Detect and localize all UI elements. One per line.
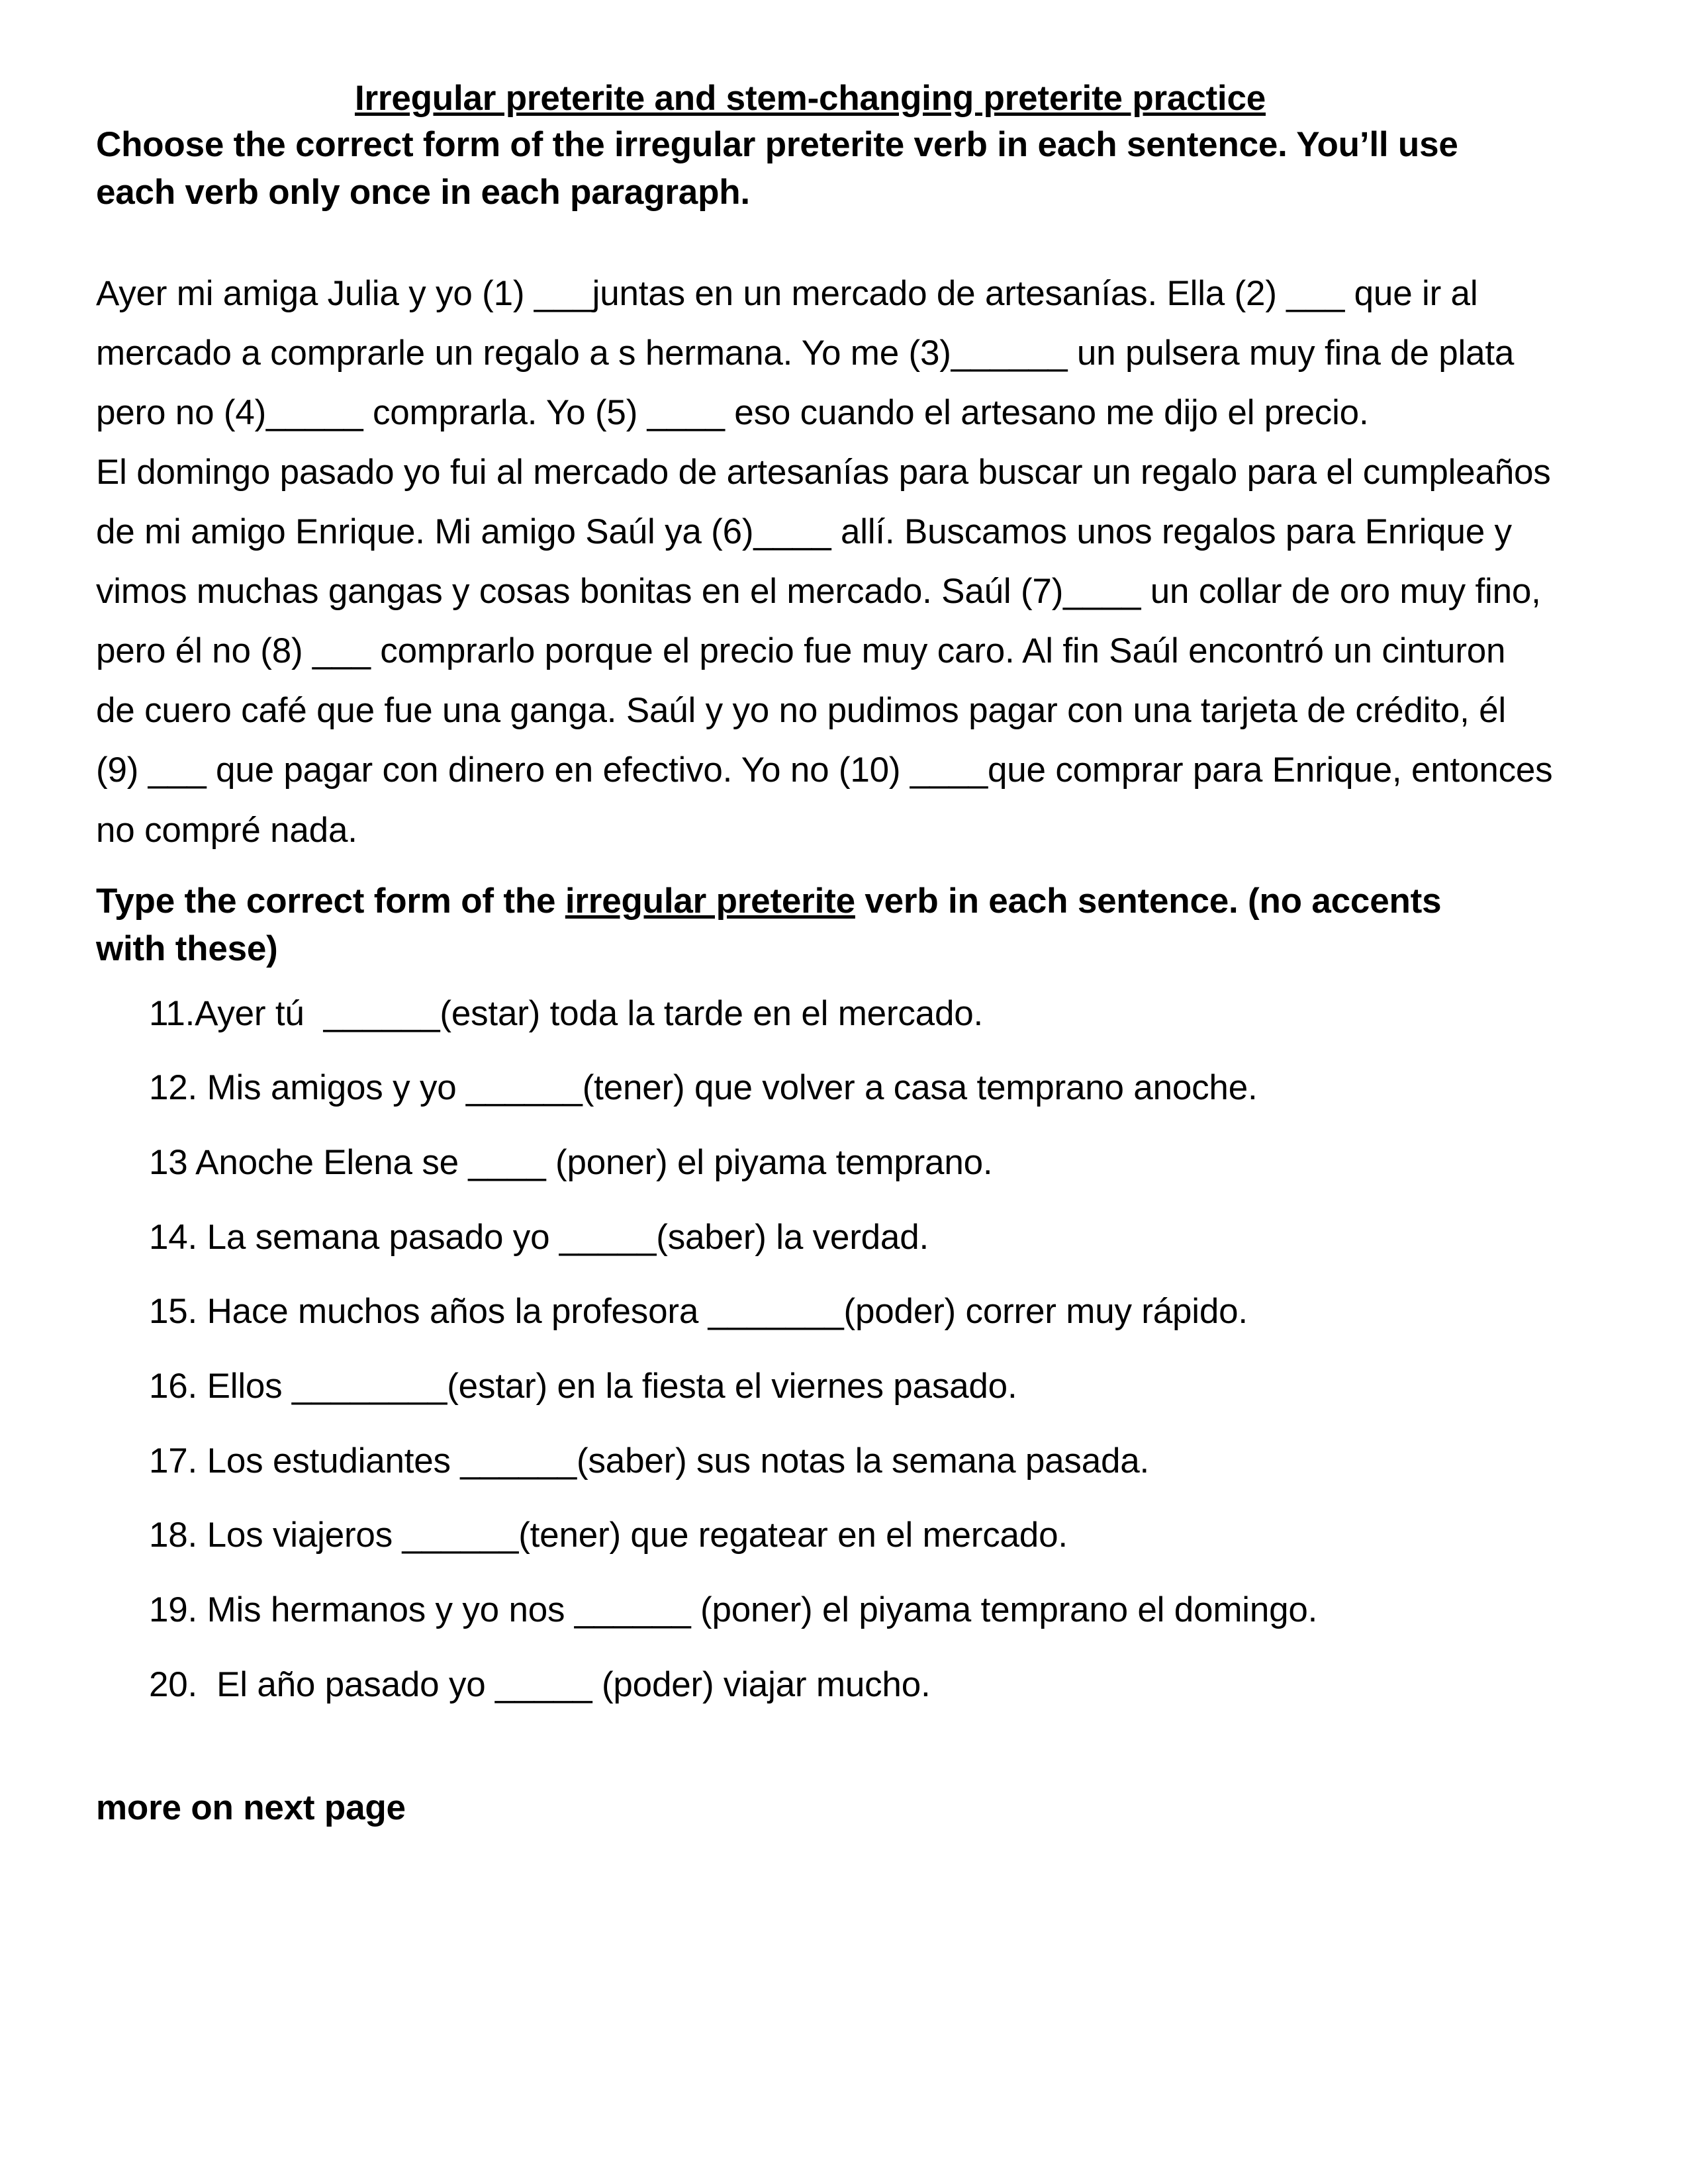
list-item — [96, 1589, 1559, 1632]
list-item — [96, 1514, 1559, 1557]
question-number: 15. — [149, 1292, 198, 1332]
spacer-after-instruction-1 — [96, 216, 1559, 264]
question-text: El año pasado yo _____ (poder) viajar mucho. — [197, 1664, 931, 1704]
question-text: Mis amigos y yo ______(tener) que volver a casa temprano anoche. — [197, 1068, 1258, 1108]
page-title: Irregular preterite and stem-changing preterite practice — [354, 79, 1266, 118]
question-text: Ellos ________(estar) en la fiesta el viernes pasado. — [197, 1367, 1017, 1406]
list-item — [96, 1365, 1559, 1408]
document-body — [96, 78, 1559, 1831]
question-number: 20. — [149, 1664, 198, 1704]
question-text: Los estudiantes ______(saber) sus notas la semana pasada. — [197, 1441, 1150, 1480]
spacer-before-list — [96, 973, 1559, 993]
question-number: 13 — [149, 1143, 188, 1183]
list-item — [96, 1216, 1559, 1259]
fill-in-paragraph-2: El domingo pasado yo fui al mercado de artesanías para buscar un regalo para el cumpleaños de mi amigo Enrique. Mi amigo Saúl ya (6)____ allí. Buscamos unos regalos para Enrique y vimos muchas gangas y cosas bonitas en el mercado. Saúl (7)____ un collar de oro muy fino, pero él no (8) ___ comprarlo porque el precio fue muy caro. Al fin Saúl encontró un cinturon de cuero café que fue una ganga. Saúl y yo no pudimos pagar con una tarjeta de crédito, él (9) ___ que pagar con dinero en efectivo. Yo no (10) ____que comprar para Enrique, entonces no compré nada. — [96, 452, 1553, 850]
fill-in-paragraph-1: Ayer mi amiga Julia y yo (1) ___juntas en un mercado de artesanías. Ella (2) ___ que ir al mercado a comprarle un regalo a s hermana. Yo me (3)______ un pulsera muy fina de plata pero no (4)_____ comprarla. Yo (5) ____ eso cuando el artesano me dijo el precio. — [96, 273, 1515, 432]
question-number: 17. — [149, 1441, 198, 1480]
question-text: Mis hermanos y yo nos ______ (poner) el piyama temprano el domingo. — [197, 1590, 1318, 1630]
list-item — [96, 993, 1559, 1036]
question-text: La semana pasado yo _____(saber) la verdad. — [197, 1217, 929, 1257]
question-number: 14. — [149, 1217, 198, 1257]
question-text: Ayer tú ______(estar) toda la tarde en el mercado. — [195, 993, 984, 1033]
question-number: 18. — [149, 1516, 198, 1555]
instruction-paragraph-1: Choose the correct form of the irregular preterite verb in each sentence. You’ll use each verb only once in each paragraph. — [96, 124, 1458, 212]
questions-list — [96, 993, 1559, 1707]
question-number: 11. — [149, 993, 195, 1033]
instruction-paragraph-2 — [96, 878, 1559, 973]
list-item — [96, 1664, 1559, 1707]
question-number: 12. — [149, 1068, 198, 1108]
list-item — [96, 1291, 1559, 1334]
instruction-2-underlined-term: irregular preterite — [565, 881, 855, 921]
question-text: Anoche Elena se ____ (poner) el piyama temprano. — [187, 1143, 993, 1183]
instruction-2-after: verb in each sentence. (no accents with these) — [96, 881, 1442, 968]
list-item — [96, 1067, 1559, 1110]
question-number: 16. — [149, 1367, 198, 1406]
list-item — [96, 1440, 1559, 1483]
list-item — [96, 1142, 1559, 1185]
question-text: Los viajeros ______(tener) que regatear en el mercado. — [197, 1516, 1068, 1555]
question-number: 19. — [149, 1590, 198, 1630]
instruction-2-before: Type the correct form of the — [96, 881, 565, 921]
footer-note: more on next page — [96, 1788, 406, 1828]
spacer-before-footer — [96, 1738, 1559, 1786]
question-text: Hace muchos años la profesora _______(poder) correr muy rápido. — [197, 1292, 1248, 1332]
